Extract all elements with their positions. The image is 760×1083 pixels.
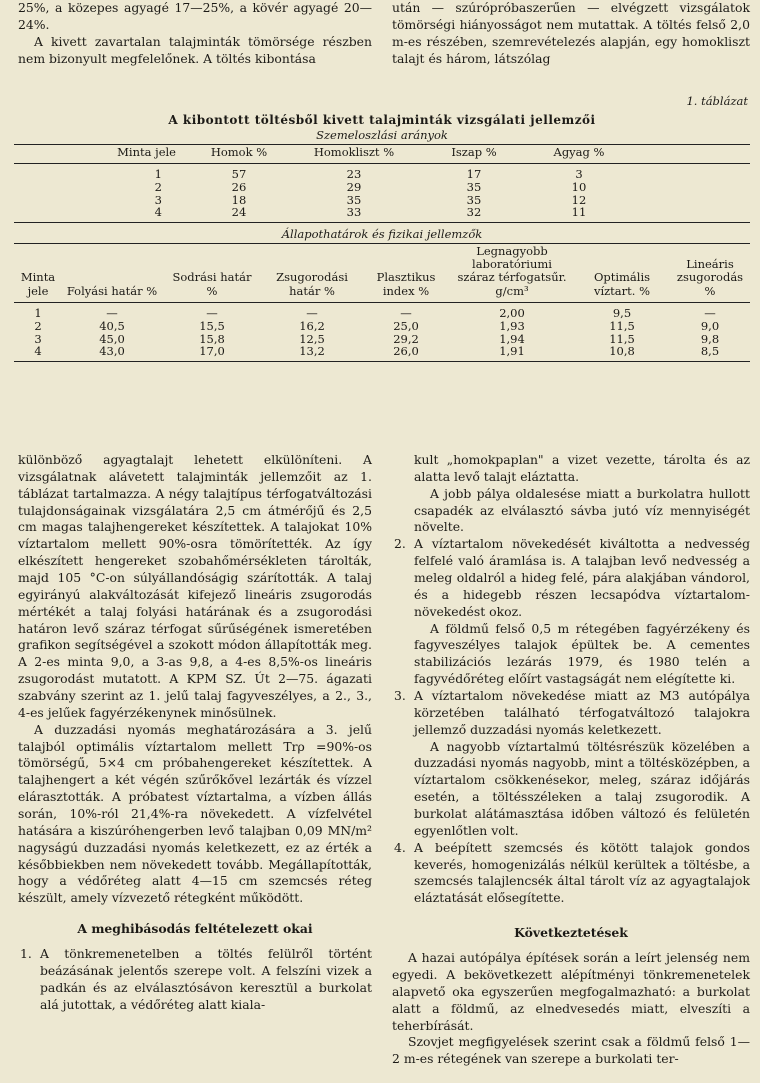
table-cell: — (400, 305, 412, 320)
table-cell: 4 (14, 206, 194, 222)
list-item (392, 688, 750, 840)
table-cell: 23 (346, 166, 362, 181)
table-cell: 10,8 (574, 345, 670, 361)
list-number: 3. (394, 688, 406, 704)
table-cell: 33 (284, 206, 424, 222)
column-header: Homokliszt % (284, 144, 424, 163)
column-header: Agyag % (524, 144, 634, 163)
table-cell: 9,0 (700, 318, 720, 333)
column-header: Minta jele (14, 243, 62, 302)
table-row (14, 163, 750, 180)
top-right-column (392, 0, 750, 67)
table-cell: — (206, 305, 218, 320)
section-heading: A meghibásodás feltételezett okai (77, 921, 313, 937)
table-cell: 8,5 (670, 345, 750, 361)
table-cell: 12 (571, 192, 587, 207)
table-cell: — (106, 305, 118, 320)
table-cell: 1,91 (450, 345, 574, 361)
table-subtitle-grain: Szemeloszlási arányok (316, 127, 448, 142)
list-item-text: A jobb pálya oldalesése miatt a burkolatra hullott csapadék az elválasztó sávba jutó víz mennyiségét növelte. (414, 485, 750, 535)
column-header: Minta jele (14, 144, 194, 163)
table-cell: 32 (424, 206, 524, 222)
paragraph: Szovjet megfigyelések szerint csak a földmű felső 1—2 m-es rétegének van szerepe a burkolati ter- (392, 1034, 750, 1067)
table-cell: 1 (34, 305, 42, 320)
table-cell: 3 (34, 331, 42, 346)
table-cell: 4 (14, 345, 62, 361)
table-cell: 35 (466, 192, 482, 207)
grain-size-table (14, 144, 750, 224)
table-cell: 2 (34, 318, 42, 333)
table-cell: 1,94 (499, 331, 525, 346)
table-cell: 10 (571, 179, 587, 194)
column-header: Iszap % (424, 144, 524, 163)
paragraph: 25%, a közepes agyagé 17—25%, a kövér agyagé 20—24%. (18, 0, 372, 32)
top-left-column (18, 0, 372, 67)
list-item-text: A víztartalom növekedése miatt az M3 autópálya körzetében található térfogatváltozó talajokra jellemző duzzadási nyomás keletkezett. (414, 688, 750, 737)
table-cell: 13,2 (262, 345, 362, 361)
table-cell: 11 (524, 206, 634, 222)
column-header: Folyási határ % (62, 243, 162, 302)
list-item-text: A nagyobb víztartalmú töltésrészük közelében a duzzadási nyomás nagyobb, mint a töltésközépben, a víztartalom csökkenésekor, meleg, száraz időjárás esetén, a töltésszéleken a talaj zsugorodik. A burkolat alátámasztása időben változó és felületén egyenlőtlen volt. (414, 738, 750, 838)
list-item (392, 452, 750, 536)
list-item (392, 840, 750, 907)
table-number: 1. táblázat (686, 94, 748, 108)
section-heading: Következtetések (514, 925, 628, 941)
table-cell: 9,5 (612, 305, 632, 320)
table-cell: 16,2 (299, 318, 325, 333)
table-cell: 35 (346, 192, 362, 207)
list-item (392, 536, 750, 688)
lower-left-column (18, 452, 372, 1014)
column-header: Homok % (194, 144, 284, 163)
table-cell: 57 (231, 166, 247, 181)
paragraph: A kivett zavartalan talajminták tömörsége részben nem bizonyult megfelelőnek. A töltés kibontása (18, 33, 372, 66)
table-cell: 17,0 (162, 345, 262, 361)
table-cell: 11,5 (609, 318, 635, 333)
lower-right-column (392, 452, 750, 1068)
column-header: Lineáris zsugorodás % (670, 243, 750, 302)
paragraph: A hazai autópálya építések során a leírt jelenség nem egyedi. A bekövetkezett alépítményi tönkremenetelek alapvető oka egyszerűen megfogalmazható: a burkolat alatt a földmű, az elnedvesedés miatt, elveszíti a teherbírását. (392, 950, 750, 1033)
table-cell: 1 (154, 166, 162, 181)
cause-list (18, 946, 372, 1013)
table-cell: — (306, 305, 318, 320)
column-header: Optimális víztart. % (574, 243, 670, 302)
table-cell: 25,0 (393, 318, 419, 333)
table-cell: 35 (466, 179, 482, 194)
table-cell: 2 (154, 179, 162, 194)
list-item-text: A tönkremenetelben a töltés felülről történt beázásának jelentős szerepe volt. A felszíni vizek a padkán és az elválasztósávon keresztül a burkolat alá jutottak, a védőréteg alatt kiala- (40, 946, 372, 1012)
list-item-text: A beépített szemcsés és kötött talajok gondos keverés, homogenizálás nélkül kerültek a töltésbe, a szemcsés talajlencsék által tárolt víz az agyagtalajok eláztatását elősegítette. (414, 839, 750, 906)
table-cell: 15,8 (199, 331, 225, 346)
table-cell: 40,5 (99, 318, 125, 333)
list-item (18, 946, 372, 1013)
table-1 (14, 94, 750, 362)
table-cell: 43,0 (62, 345, 162, 361)
paragraph: A duzzadási nyomás meghatározására a 3. jelű talajból optimális víztartalom mellett Trρ =90%-os tömörségű, 5×4 cm próbahengereket készítettek. A talajhengert a két végén szűrőkővel lezárták és vízzel elárasztották. A próbatest víztartalma, a vízben állás során, 10%-ról 21,4%-ra növekedett. A vízfelvétel hatására a kiszúróhengerben levő talajban 0,09 MN/m² nagyságú duzzadási nyomás keletkezett, ez az érték a későbbiekben nem növekedett tovább. Megállapították, hogy a védőréteg alatt 4—15 cm szemcsés réteg készült, amely vízvezető rétegként működött. (18, 721, 372, 906)
table-row (14, 345, 750, 361)
table-cell: 15,5 (199, 318, 225, 333)
limits-table (14, 243, 750, 362)
table-cell: — (704, 305, 716, 320)
column-header: Sodrási határ % (162, 243, 262, 302)
list-item-text: kult „homokpaplan" a vizet vezette, tárolta és az alatta levő talajt eláztatta. (414, 452, 750, 484)
table-cell: 26 (231, 179, 247, 194)
table-row (14, 194, 750, 207)
table-cell: 12,5 (299, 331, 325, 346)
list-number: 2. (394, 536, 406, 552)
table-cell: 29,2 (393, 331, 419, 346)
table-cell: 11,5 (609, 331, 635, 346)
table-cell: 24 (194, 206, 284, 222)
table-cell: 45,0 (99, 331, 125, 346)
table-cell: 18 (231, 192, 247, 207)
table-row (14, 181, 750, 194)
cause-list-continued (392, 452, 750, 907)
table-title: A kibontott töltésből kivett talajminták vizsgálati jellemzői (168, 112, 596, 127)
table-row (14, 320, 750, 333)
table-cell: 29 (346, 179, 362, 194)
table-cell: 2,00 (499, 305, 525, 320)
list-number: 4. (394, 839, 406, 855)
table-cell: 3 (575, 166, 583, 181)
table-row (14, 206, 750, 222)
paragraph: után — szúrópróbaszerűen — elvégzett vizsgálatok tömörségi hiányosságot nem mutattak. A töltés felső 2,0 m-es részében, szemrevételezés alapján, egy homokliszt talajt és három, látszólag (392, 0, 750, 66)
list-number: 1. (20, 946, 32, 962)
table-subtitle-limits: Állapothatárok és fizikai jellemzők (281, 227, 483, 242)
table-cell: 3 (154, 192, 162, 207)
table-cell: 9,8 (700, 331, 720, 346)
column-header: Legnagyobb laboratóriumi száraz térfogatsűr. g/cm³ (450, 243, 574, 302)
table-cell: 26,0 (362, 345, 450, 361)
column-header: Plasztikus index % (362, 243, 450, 302)
table-row (14, 302, 750, 319)
list-item-text: A víztartalom növekedését kiváltotta a nedvesség felfelé való áramlása is. A talajban levő nedvesség a meleg oldalról a hideg felé, pára alakjában vándorol, és a hidegebb részen lecsapódva víztartalom-növekedést okoz. (414, 536, 750, 619)
column-header: Zsugorodási határ % (262, 243, 362, 302)
table-cell: 17 (466, 166, 482, 181)
list-item-text: A földmű felső 0,5 m rétegében fagyérzékeny és fagyveszélyes talajok épültek be. A cementes stabilizációs lezárás 1979, és 1980 telén a fagyvédőréteg előírt vastagságát nem elégítette ki. (414, 620, 750, 687)
paragraph: különböző agyagtalajt lehetett elkülöníteni. A vizsgálatnak alávetett talajminták jellemzőit az 1. táblázat tartalmazza. A négy talajtípus térfogatváltozási tulajdonságainak vizsgálatára 2,5 cm átmérőjű és 2,5 cm magas talajhengereket készítettek. A talajokat 10% víztartalom mellett 90%-osra tömörítették. Az így elkészített hengereket szobahőmérsékleten tárolták, majd 105 °C-on súlyállandóságig szárították. A talaj egyirányú alakváltozását kifejező lineáris zsugorodás mértékét a talaj folyási határának és a zsugorodási határon levő száraz térfogat sűrűségének ismeretében grafikon segítségével a szokott módon állapították meg. A 2-es minta 9,0, a 3-as 9,8, a 4-es 8,5%-os lineáris zsugorodást mutatott. A KPM SZ. Út 2—75. ágazati szabvány szerint az 1. jelű talaj fagyveszélyes, a 2., 3., 4-es jelűek fagyérzékenynek minősülnek. (18, 452, 372, 720)
table-cell: 1,93 (499, 318, 525, 333)
